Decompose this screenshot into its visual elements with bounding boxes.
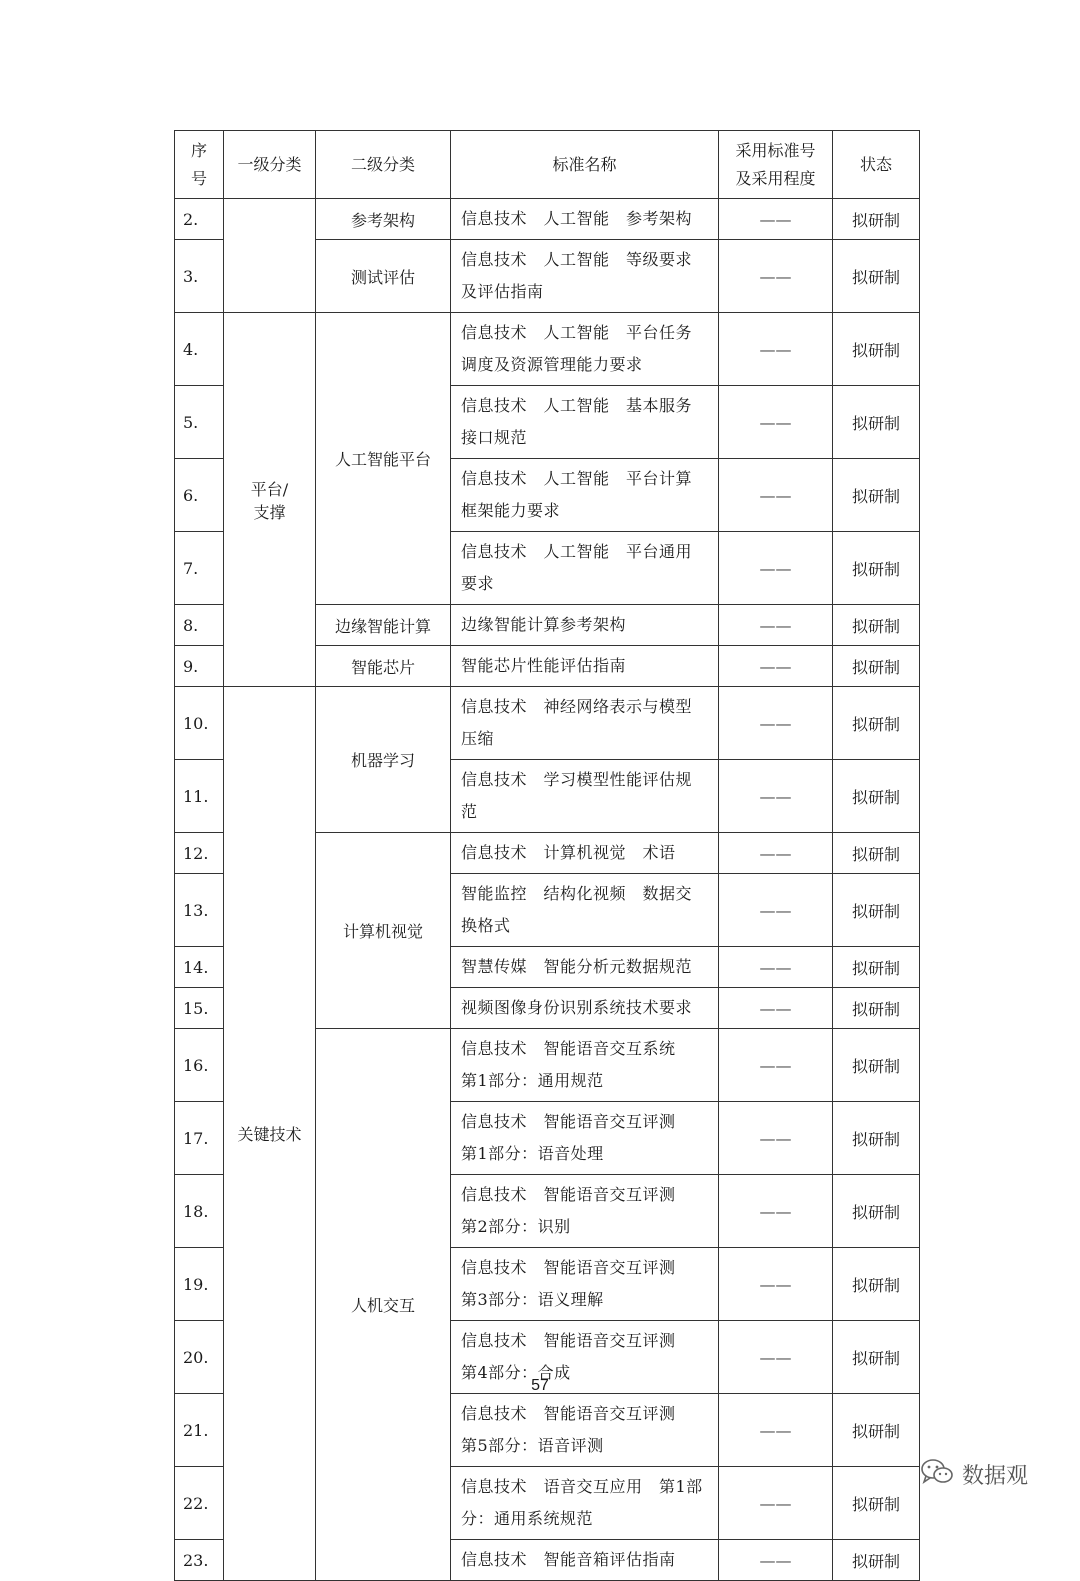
watermark-text: 数据观 — [962, 1463, 1029, 1489]
watermark — [920, 1458, 1028, 1490]
standard-name: 智能监控 结构化视频 数据交换格式 — [451, 874, 719, 947]
level1-cell — [224, 313, 316, 687]
standard-name: 信息技术 人工智能 参考架构 — [451, 199, 719, 240]
header-level2: 二级分类 — [316, 131, 451, 199]
adopt-cell: —— — [719, 605, 833, 646]
adopt-cell: —— — [719, 874, 833, 947]
row-seq: 6. — [175, 459, 224, 532]
row-seq: 16. — [175, 1029, 224, 1102]
status-cell: 拟研制 — [833, 1467, 920, 1540]
adopt-cell: —— — [719, 459, 833, 532]
header-status: 状态 — [833, 131, 920, 199]
standard-name: 信息技术 人工智能 平台通用要求 — [451, 532, 719, 605]
adopt-cell: —— — [719, 833, 833, 874]
status-cell: 拟研制 — [833, 988, 920, 1029]
header-name: 标准名称 — [451, 131, 719, 199]
header-level1: 一级分类 — [224, 131, 316, 199]
page-number: 57 — [531, 1377, 549, 1394]
status-cell: 拟研制 — [833, 874, 920, 947]
level2-cell: 计算机视觉 — [316, 833, 451, 1029]
standard-name: 智慧传媒 智能分析元数据规范 — [451, 947, 719, 988]
adopt-cell: —— — [719, 988, 833, 1029]
adopt-cell: —— — [719, 687, 833, 760]
standard-name: 信息技术 计算机视觉 术语 — [451, 833, 719, 874]
row-seq: 2. — [175, 199, 224, 240]
row-seq: 17. — [175, 1102, 224, 1175]
level1-label-line1: 平台/ — [250, 479, 289, 499]
standard-name: 信息技术 人工智能 平台计算框架能力要求 — [451, 459, 719, 532]
standard-name: 信息技术 语音交互应用 第1部分：通用系统规范 — [451, 1467, 719, 1540]
status-cell: 拟研制 — [833, 1102, 920, 1175]
status-cell: 拟研制 — [833, 760, 920, 833]
standards-table — [174, 130, 920, 1581]
adopt-cell: —— — [719, 1248, 833, 1321]
standard-name: 信息技术 智能音箱评估指南 — [451, 1540, 719, 1581]
level2-cell: 测试评估 — [316, 240, 451, 313]
status-cell: 拟研制 — [833, 199, 920, 240]
level2-cell: 智能芯片 — [316, 646, 451, 687]
wechat-icon — [920, 1458, 954, 1490]
row-seq: 7. — [175, 532, 224, 605]
adopt-cell: —— — [719, 760, 833, 833]
row-seq: 23. — [175, 1540, 224, 1581]
status-cell: 拟研制 — [833, 605, 920, 646]
standard-name: 信息技术 人工智能 基本服务接口规范 — [451, 386, 719, 459]
row-seq: 19. — [175, 1248, 224, 1321]
adopt-cell: —— — [719, 947, 833, 988]
status-cell: 拟研制 — [833, 240, 920, 313]
table-row — [175, 687, 920, 760]
row-seq: 22. — [175, 1467, 224, 1540]
row-seq: 14. — [175, 947, 224, 988]
row-seq: 21. — [175, 1394, 224, 1467]
standard-name: 信息技术 人工智能 平台任务调度及资源管理能力要求 — [451, 313, 719, 386]
level1-label-line2: 支撑 — [253, 502, 286, 522]
header-row — [175, 131, 920, 199]
status-cell: 拟研制 — [833, 1248, 920, 1321]
adopt-cell: —— — [719, 1394, 833, 1467]
row-seq: 18. — [175, 1175, 224, 1248]
level1-cell: 关键技术 — [224, 687, 316, 1581]
status-cell: 拟研制 — [833, 1394, 920, 1467]
status-cell: 拟研制 — [833, 646, 920, 687]
level2-cell: 人工智能平台 — [316, 313, 451, 605]
adopt-cell: —— — [719, 646, 833, 687]
adopt-cell: —— — [719, 1029, 833, 1102]
row-seq: 10. — [175, 687, 224, 760]
standard-name: 信息技术 智能语音交互评测 第1部分：语音处理 — [451, 1102, 719, 1175]
status-cell: 拟研制 — [833, 1029, 920, 1102]
level2-cell: 边缘智能计算 — [316, 605, 451, 646]
header-adopt: 采用标准号 及采用程度 — [719, 131, 833, 199]
status-cell: 拟研制 — [833, 687, 920, 760]
status-cell: 拟研制 — [833, 532, 920, 605]
row-seq: 13. — [175, 874, 224, 947]
adopt-cell: —— — [719, 1467, 833, 1540]
standard-name: 信息技术 神经网络表示与模型压缩 — [451, 687, 719, 760]
adopt-cell: —— — [719, 1175, 833, 1248]
row-seq: 15. — [175, 988, 224, 1029]
level2-cell: 人机交互 — [316, 1029, 451, 1581]
row-seq: 5. — [175, 386, 224, 459]
level2-cell: 机器学习 — [316, 687, 451, 833]
row-seq: 12. — [175, 833, 224, 874]
status-cell: 拟研制 — [833, 313, 920, 386]
row-seq: 9. — [175, 646, 224, 687]
standard-name: 信息技术 学习模型性能评估规范 — [451, 760, 719, 833]
row-seq: 3. — [175, 240, 224, 313]
status-cell: 拟研制 — [833, 1175, 920, 1248]
level1-cell — [224, 199, 316, 313]
table-row — [175, 199, 920, 240]
row-seq: 20. — [175, 1321, 224, 1394]
adopt-cell: —— — [719, 532, 833, 605]
row-seq: 11. — [175, 760, 224, 833]
adopt-cell: —— — [719, 386, 833, 459]
standard-name: 信息技术 智能语音交互评测 第5部分：语音评测 — [451, 1394, 719, 1467]
adopt-cell: —— — [719, 199, 833, 240]
adopt-cell: —— — [719, 1321, 833, 1394]
standard-name: 信息技术 人工智能 等级要求及评估指南 — [451, 240, 719, 313]
level2-cell: 参考架构 — [316, 199, 451, 240]
row-seq: 8. — [175, 605, 224, 646]
standard-name: 信息技术 智能语音交互评测 第2部分：识别 — [451, 1175, 719, 1248]
status-cell: 拟研制 — [833, 1321, 920, 1394]
adopt-cell: —— — [719, 240, 833, 313]
status-cell: 拟研制 — [833, 833, 920, 874]
standard-name: 视频图像身份识别系统技术要求 — [451, 988, 719, 1029]
standard-name: 智能芯片性能评估指南 — [451, 646, 719, 687]
adopt-cell: —— — [719, 313, 833, 386]
table-row — [175, 313, 920, 386]
adopt-cell: —— — [719, 1540, 833, 1581]
status-cell: 拟研制 — [833, 1540, 920, 1581]
standard-name: 信息技术 智能语音交互评测 第3部分：语义理解 — [451, 1248, 719, 1321]
standard-name: 信息技术 智能语音交互系统 第1部分：通用规范 — [451, 1029, 719, 1102]
status-cell: 拟研制 — [833, 386, 920, 459]
standard-name: 信息技术 智能语音交互评测 第4部分：合成 — [451, 1321, 719, 1394]
status-cell: 拟研制 — [833, 459, 920, 532]
header-seq: 序 号 — [175, 131, 224, 199]
adopt-cell: —— — [719, 1102, 833, 1175]
status-cell: 拟研制 — [833, 947, 920, 988]
standard-name: 边缘智能计算参考架构 — [451, 605, 719, 646]
row-seq: 4. — [175, 313, 224, 386]
